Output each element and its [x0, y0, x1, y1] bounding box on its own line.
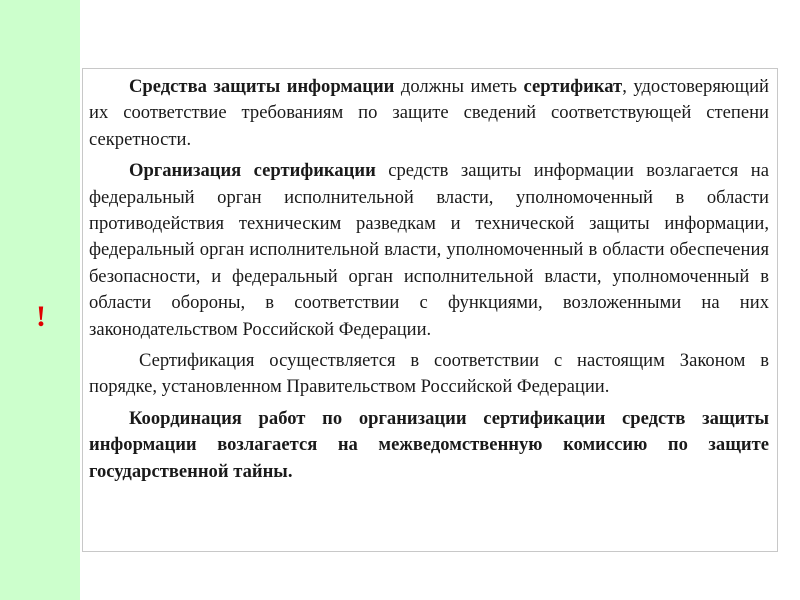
text-box [82, 68, 778, 552]
exclamation-mark: ! [36, 300, 46, 333]
paragraph-certificate [89, 74, 769, 153]
paragraph-certification [89, 348, 769, 401]
paragraph-organization [89, 158, 769, 343]
bold-phrase: Средства защиты информации [129, 76, 395, 97]
paragraph-coordination [89, 406, 769, 485]
bold-phrase: Координация работ по организации сертификации средств защиты информации возлагается на межведомственную комиссию по защите государственной тайны. [89, 407, 769, 482]
bold-phrase: Организация сертификации [129, 160, 376, 182]
text-run: Сертификация осуществляется в соответствии с настоящим Законом в порядке, установленном Правительством Российской Федерации. [89, 350, 769, 398]
text-run: средств защиты информации возлагается на федеральный орган исполнительной власти, уполномоченный в области противодействия техническим разведкам и технической защиты информации, федеральный орган исполнительной власти, уполномоченный в области обеспечения безопасности, и федеральный орган исполнительной власти, уполномоченный в области обороны, в соответствии с функциями, возложенными на них законодательством Российской Федерации. [89, 160, 769, 340]
text-run: , удостоверяющий их соответствие требованиям по защите сведений соответствующей степени секретности. [89, 76, 769, 150]
bold-phrase: сертификат [523, 76, 623, 97]
text-run: должны иметь [394, 76, 524, 97]
